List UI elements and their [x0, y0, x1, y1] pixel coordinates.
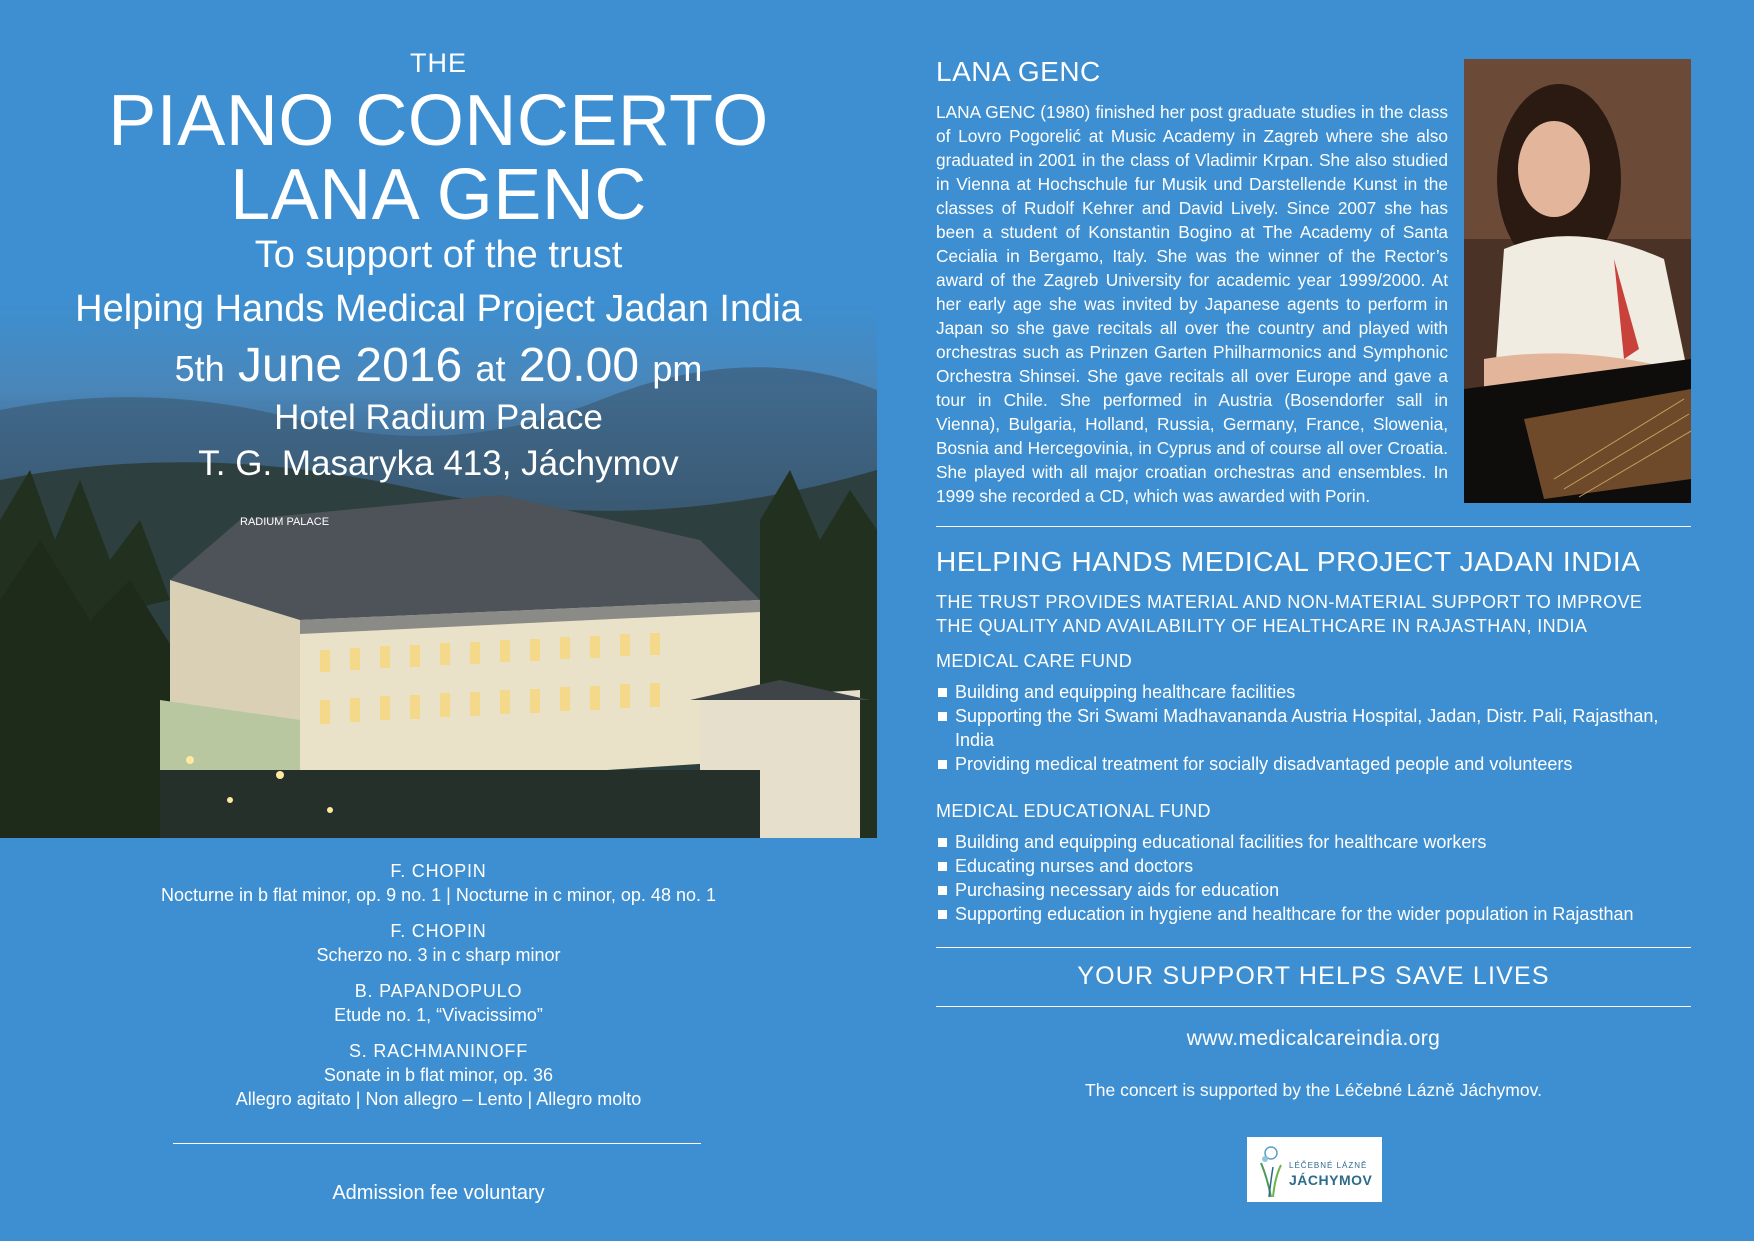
event-date	[0, 338, 877, 393]
project-line: Helping Hands Medical Project Jadan India	[75, 288, 802, 330]
list-item	[936, 854, 1691, 878]
trust-subheading-line: THE QUALITY AND AVAILABILITY OF HEALTHCARE IN RAJASTHAN, INDIA	[936, 616, 1588, 636]
program-piece: Nocturne in b flat minor, op. 9 no. 1 | Nocturne in c minor, op. 48 no. 1	[161, 885, 716, 905]
logo-text-big: JÁCHYMOV	[1289, 1172, 1373, 1188]
program-composer: S. RACHMANINOFF	[348, 1041, 528, 1061]
bio-text: LANA GENC (1980) finished her post graduate studies in the class of Lovro Pogorelić at Music Academy in Zagreb where she also graduated in 2001 in the class of Vladimir Krpan. She also studied in Vienna at Hochschule fur Musik und Darstellende Kunst in the classes of Rudolf Kehrer and David Lively. Since 2007 she has been a student of Konstantin Bogino at The Academy of Santa Cecialia in Bergamo, Italy. She was the winner of the Rector’s award of the Zagreb University for academic year 1999/2000. At her early age she was invited by Japanese agents to perform in Japan so she gave recitals all over the country and played with orchestras such as Prinzen Garten Philharmonics and Symphonic Orchestra Shinsei. She gave recitals all over Europe and gave a tour in Chile. She performed in Austria (Bosendorfer sall in Vienna), Bulgaria, Holland, Russia, Germany, France, Slowenia, Bosnia and Hercegovinia, in Cyprus and of course all over Croatia. She played with all major croatian orchestras and ensembles. In 1999 she recorded a CD, which was awarded with Porin.	[936, 102, 1448, 506]
title-prefix: THE	[410, 48, 467, 78]
list-item	[936, 878, 1691, 902]
admission-note: Admission fee voluntary	[332, 1182, 545, 1204]
square-bullet-icon	[938, 838, 947, 847]
website-link[interactable]: www.medicalcareindia.org	[1186, 1027, 1441, 1050]
square-bullet-icon	[938, 862, 947, 871]
program-composer: F. CHOPIN	[390, 861, 487, 881]
divider	[173, 1143, 701, 1144]
square-bullet-icon	[938, 712, 947, 721]
program-composer: B. PAPANDOPULO	[354, 981, 523, 1001]
flower-logo-icon	[1251, 1137, 1291, 1202]
pianist-portrait	[1464, 59, 1691, 503]
square-bullet-icon	[938, 688, 947, 697]
date-time: 20.00	[518, 339, 640, 392]
program-item	[0, 979, 877, 1027]
concert-title	[0, 81, 877, 235]
list-item-text: Providing medical treatment for socially disadvantaged people and volunteers	[955, 754, 1573, 774]
date-day: 5th	[174, 348, 225, 389]
list-item	[936, 830, 1691, 854]
divider	[936, 526, 1691, 527]
hotel-sign: RADIUM PALACE	[240, 516, 330, 528]
program-item	[0, 859, 877, 907]
venue-name: Hotel Radium Palace	[274, 398, 603, 437]
trust-heading: HELPING HANDS MEDICAL PROJECT JADAN INDIA	[936, 546, 1641, 577]
trust-subheading	[936, 590, 1691, 638]
square-bullet-icon	[938, 886, 947, 895]
list-item	[936, 704, 1691, 752]
trust-subheading-line: THE TRUST PROVIDES MATERIAL AND NON-MATERIAL SUPPORT TO IMPROVE	[936, 592, 1643, 612]
program-piece: Etude no. 1, “Vivacissimo”	[334, 1005, 543, 1025]
medical-educational-fund-title: MEDICAL EDUCATIONAL FUND	[936, 801, 1211, 821]
list-item	[936, 752, 1691, 776]
sponsor-note: The concert is supported by the Léčebné Lázně Jáchymov.	[1085, 1080, 1542, 1100]
medical-care-fund-list	[936, 680, 1691, 776]
list-item-text: Educating nurses and doctors	[955, 856, 1194, 876]
program-movements: Allegro agitato | Non allegro – Lento | Allegro molto	[235, 1089, 642, 1109]
date-pm: pm	[652, 348, 703, 389]
list-item	[936, 902, 1691, 926]
sponsor-logo	[1247, 1137, 1382, 1202]
square-bullet-icon	[938, 910, 947, 919]
list-item-text: Building and equipping educational facilities for healthcare workers	[955, 832, 1487, 852]
program-piece: Scherzo no. 3 in c sharp minor	[316, 945, 561, 965]
date-at: at	[475, 348, 506, 389]
program-piece: Sonate in b flat minor, op. 36	[323, 1065, 554, 1085]
program-item	[0, 919, 877, 967]
logo-text-small: LÉČEBNÉ LÁZNĚ	[1289, 1161, 1368, 1170]
divider	[936, 947, 1691, 948]
support-line: To support of the trust	[254, 234, 623, 276]
divider	[936, 1006, 1691, 1007]
list-item-text: Purchasing necessary aids for education	[955, 880, 1280, 900]
list-item-text: Supporting the Sri Swami Madhavananda Austria Hospital, Jadan, Distr. Pali, Rajasthan, India	[955, 706, 1659, 750]
list-item-text: Building and equipping healthcare facilities	[955, 682, 1296, 702]
medical-care-fund-title: MEDICAL CARE FUND	[936, 651, 1133, 671]
title-line-1: PIANO CONCERTO	[108, 81, 769, 161]
square-bullet-icon	[938, 760, 947, 769]
program-item	[0, 1039, 877, 1111]
program-composer: F. CHOPIN	[390, 921, 487, 941]
bio-heading: LANA GENC	[936, 56, 1101, 87]
medical-educational-fund-list	[936, 830, 1691, 926]
venue-address: T. G. Masaryka 413, Jáchymov	[198, 444, 679, 483]
list-item-text: Supporting education in hygiene and healthcare for the wider population in Rajasthan	[955, 904, 1634, 924]
date-month-year: June 2016	[237, 339, 463, 392]
slogan: YOUR SUPPORT HELPS SAVE LIVES	[1077, 962, 1550, 990]
concert-program	[0, 859, 877, 1123]
title-line-2: LANA GENC	[230, 155, 647, 235]
list-item	[936, 680, 1691, 704]
